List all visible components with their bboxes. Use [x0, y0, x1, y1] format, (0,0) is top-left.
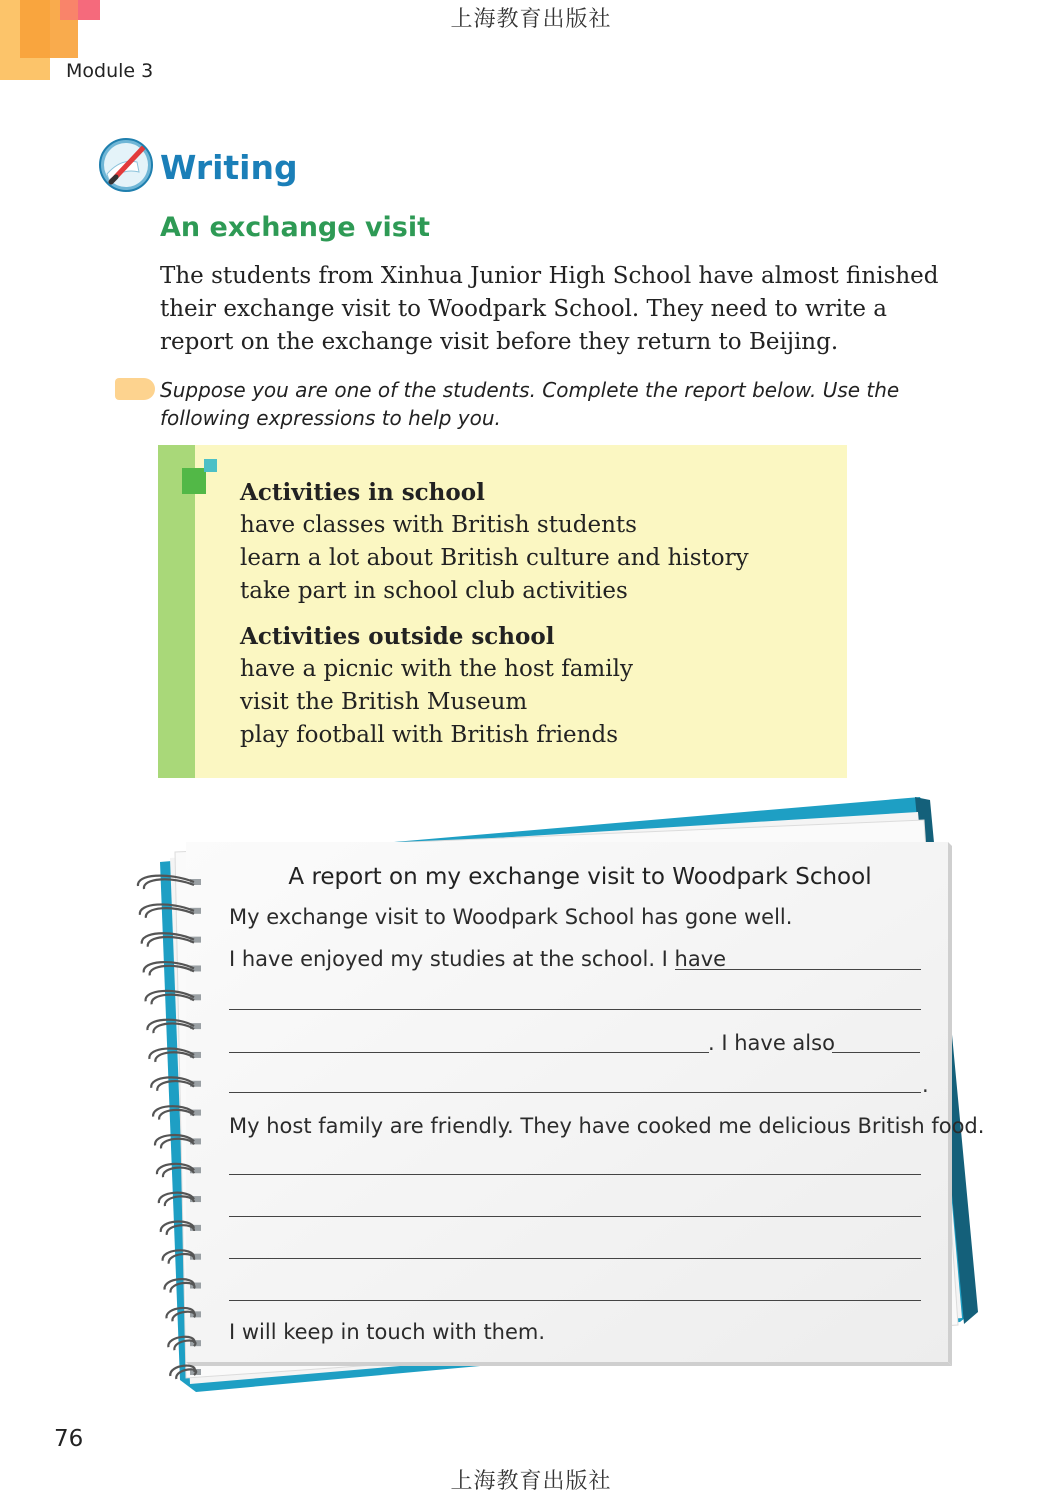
report-line-1: My exchange visit to Woodpark School has gone well. [229, 905, 793, 929]
expression-item: have a picnic with the host family [240, 656, 633, 682]
report-line-5: I will keep in touch with them. [229, 1320, 546, 1344]
report-line-4: My host family are friendly. They have cooked me delicious British food. [229, 1114, 985, 1138]
expression-item: take part in school club activities [240, 578, 628, 604]
exercise-title: An exchange visit [160, 212, 431, 243]
instruction-text: Suppose you are one of the students. Complete the report below. Use the following expressions to help you. [160, 378, 900, 430]
expression-item: have classes with British students [240, 512, 637, 538]
expression-heading: Activities in school [240, 479, 485, 506]
answer-blank[interactable] [229, 1009, 921, 1010]
answer-blank[interactable] [832, 1052, 920, 1053]
answer-blank[interactable] [229, 1092, 921, 1093]
report-line-3: . I have also [708, 1031, 835, 1055]
answer-blank[interactable] [229, 1300, 921, 1301]
publisher-footer: 上海教育出版社 [450, 1469, 612, 1494]
expression-item: play football with British friends [240, 722, 619, 748]
report-line-2: I have enjoyed my studies at the school. I have [229, 947, 727, 971]
expression-item: visit the British Museum [240, 689, 528, 715]
answer-blank[interactable] [229, 1258, 921, 1259]
intro-paragraph: The students from Xinhua Junior High School have almost finished their exchange visit to Woodpark School. They need to write a report on the exchange visit before they return to Beijing. [160, 263, 939, 355]
report-title: A report on my exchange visit to Woodpark School [288, 864, 872, 890]
page-number: 76 [54, 1426, 84, 1452]
full-stop: . [922, 1073, 929, 1097]
publisher-header: 上海教育出版社 [450, 7, 612, 32]
section-title: Writing [160, 148, 298, 187]
answer-blank[interactable] [229, 1052, 709, 1053]
expression-heading: Activities outside school [240, 623, 555, 650]
module-label: Module 3 [66, 60, 154, 82]
answer-blank[interactable] [229, 1216, 921, 1217]
answer-blank[interactable] [675, 969, 921, 970]
answer-blank[interactable] [229, 1174, 921, 1175]
expression-item: learn a lot about British culture and history [240, 545, 749, 571]
